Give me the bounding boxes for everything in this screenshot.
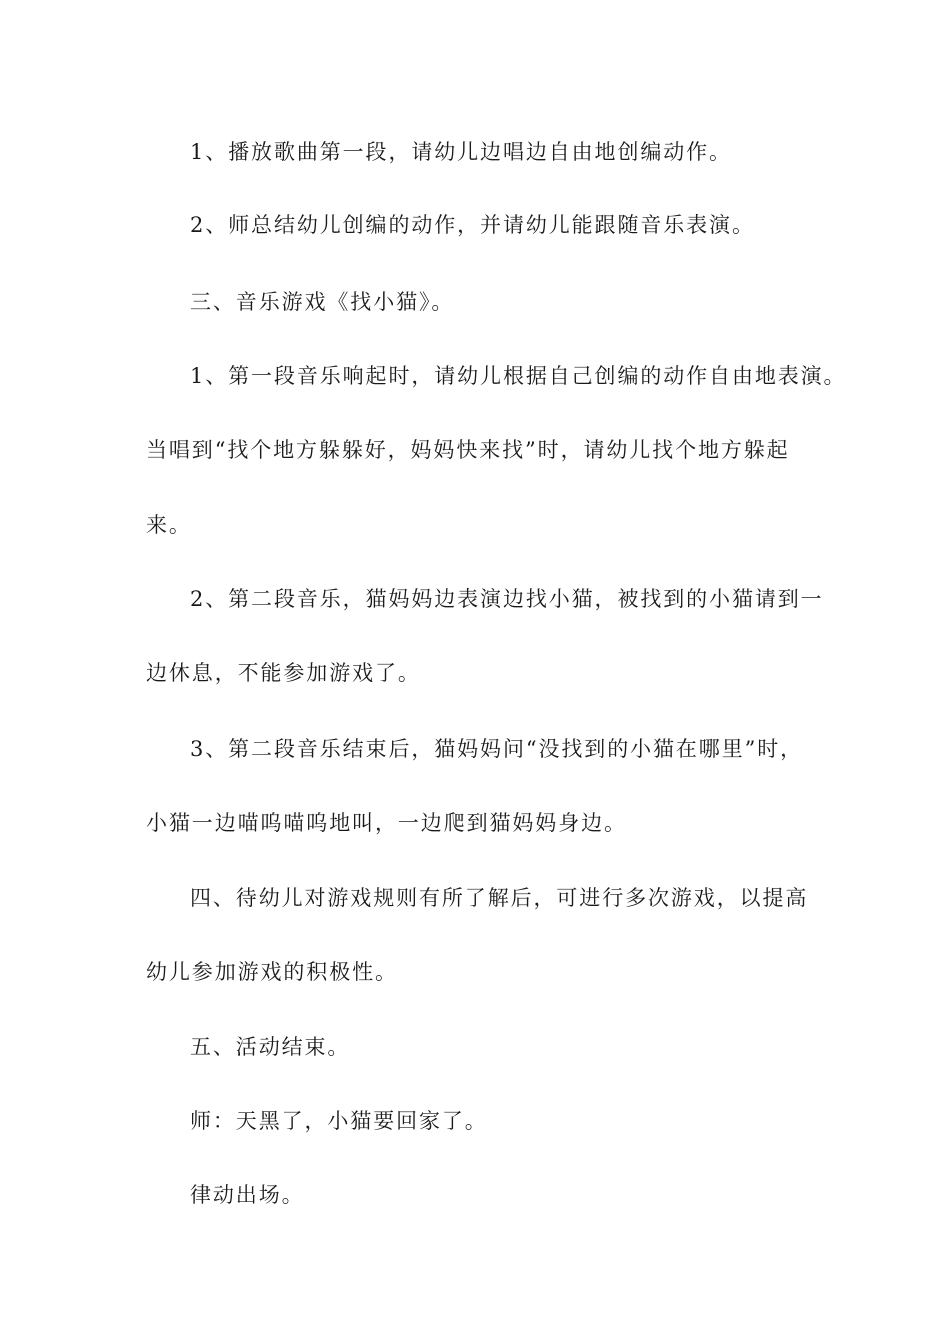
paragraph-rhythm-exit: 律动出场。 (190, 1183, 305, 1207)
paragraph-teacher-line: 师：天黑了，小猫要回家了。 (190, 1109, 488, 1133)
heading-section-3-music-game: 三、音乐游戏《找小猫》。 (190, 290, 455, 314)
paragraph-game-step-1-line-2: 当唱到“找个地方躲躲好，妈妈快来找”时，请幼儿找个地方躲起 (146, 438, 790, 462)
heading-section-4-line-1: 四、待幼儿对游戏规则有所了解后，可进行多次游戏，以提高 (190, 886, 809, 910)
paragraph-game-step-3-line-1: 3、第二段音乐结束后，猫妈妈问“没找到的小猫在哪里”时， (190, 737, 804, 761)
paragraph-game-step-2-line-1: 2、第二段音乐，猫妈妈边表演边找小猫，被找到的小猫请到一 (190, 587, 824, 611)
paragraph-step-1-play-song: 1、播放歌曲第一段，请幼儿边唱边自由地创编动作。 (190, 140, 732, 164)
paragraph-game-step-1-line-3: 来。 (146, 513, 192, 537)
paragraph-game-step-1-line-1: 1、第一段音乐响起时，请幼儿根据自己创编的动作自由地表演。 (190, 364, 847, 388)
paragraph-game-step-3-line-2: 小猫一边喵呜喵呜地叫，一边爬到猫妈妈身边。 (146, 811, 627, 835)
paragraph-game-step-2-line-2: 边休息，不能参加游戏了。 (146, 661, 421, 685)
heading-section-4-line-2: 幼儿参加游戏的积极性。 (146, 960, 398, 984)
paragraph-step-2-summarize-actions: 2、师总结幼儿创编的动作，并请幼儿能跟随音乐表演。 (190, 213, 755, 237)
heading-section-5-activity-end: 五、活动结束。 (190, 1035, 351, 1059)
